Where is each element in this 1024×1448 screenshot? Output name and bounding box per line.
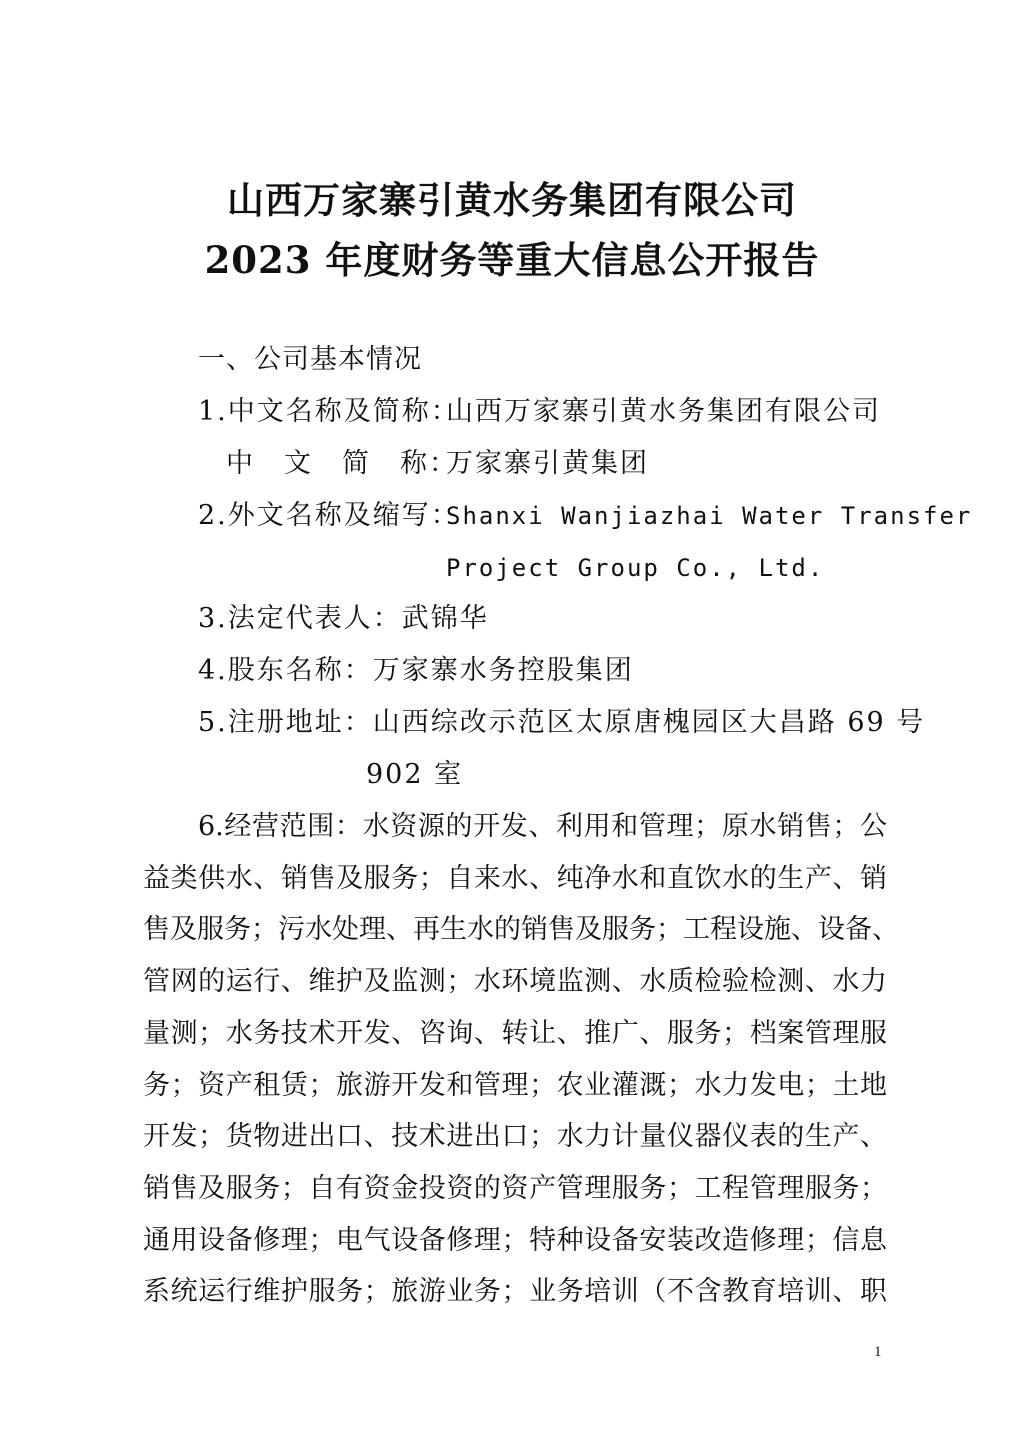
legal-representative: 3.法定代表人：武锦华 <box>198 603 489 634</box>
business-scope-line-8: 销售及服务；自有资金投资的资产管理服务；工程管理服务； <box>143 1173 887 1204</box>
business-scope-line-9: 通用设备修理；电气设备修理；特种设备安装改造修理；信息 <box>143 1225 887 1256</box>
chinese-name-value: 山西万家寨引黄水务集团有限公司 <box>446 396 881 427</box>
short-name-value: 万家寨引黄集团 <box>446 448 649 479</box>
title-line-1: 山西万家寨引黄水务集团有限公司 <box>227 178 797 222</box>
business-scope-line-6: 务；资产租赁；旅游开发和管理；农业灌溉；水力发电；土地 <box>143 1070 887 1101</box>
registered-address-1: 5.注册地址：山西综改示范区太原唐槐园区大昌路 69 号 <box>198 707 926 738</box>
business-scope-line-2: 益类供水、销售及服务；自来水、纯净水和直饮水的生产、销 <box>143 863 887 894</box>
foreign-name-value-1: Shanxi Wanjiazhai Water Transfer <box>446 502 973 530</box>
business-scope-line-10: 系统运行维护服务；旅游业务；业务培训（不含教育培训、职 <box>143 1276 887 1307</box>
section-heading: 一、公司基本情况 <box>198 344 422 375</box>
business-scope-line-7: 开发；货物进出口、技术进出口；水力计量仪器仪表的生产、 <box>143 1121 887 1152</box>
shareholder-name: 4.股东名称：万家寨水务控股集团 <box>198 655 634 686</box>
short-name-label: 中 文 简 称： <box>226 448 458 479</box>
page-number: 1 <box>874 1344 882 1360</box>
business-scope-line-5: 量测；水务技术开发、咨询、转让、推广、服务；档案管理服 <box>143 1018 887 1049</box>
business-scope-line-1: 6.经营范围：水资源的开发、利用和管理；原水销售；公 <box>198 811 887 842</box>
foreign-name-label: 2.外文名称及缩写： <box>198 500 460 531</box>
title-line-2: 2023 年度财务等重大信息公开报告 <box>204 238 820 282</box>
chinese-name-label: 1.中文名称及简称： <box>198 396 460 427</box>
business-scope-line-4: 管网的运行、维护及监测；水环境监测、水质检验检测、水力 <box>143 966 887 997</box>
business-scope-line-3: 售及服务；污水处理、再生水的销售及服务；工程设施、设备、 <box>143 914 899 945</box>
registered-address-2: 902 室 <box>366 759 464 790</box>
foreign-name-value-2: Project Group Co., Ltd. <box>446 554 825 582</box>
